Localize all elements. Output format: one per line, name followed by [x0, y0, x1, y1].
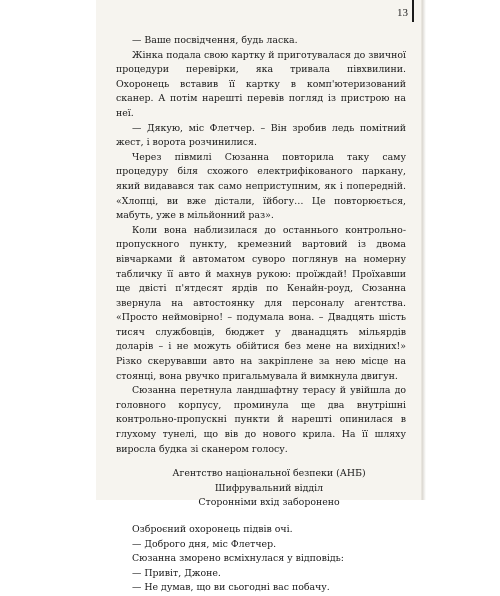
paragraph: Сюзанна зморено всміхнулася у відповідь: [132, 553, 344, 565]
page-number: 13 [397, 7, 408, 19]
page-header [397, 4, 414, 22]
sign-text [116, 467, 406, 511]
paragraph: Жінка подала свою картку й приготувалася до звичної процедури перевірки, яка тривала півхвилини. Охоронець вставив її картку в комп'ютеризований сканер. А потім нарешті перевів погляд із пристрою на неї. [116, 49, 406, 119]
paragraph: Коли вона наблизилася до останнього контрольно-пропускного пункту, кремезний вартовий із двома вівчарками й автоматом суворо поглянув на номерну табличку її авто й махнув рукою: проїждай! Проїхавши ще двісті п'ятдесят ярдів по Кенайн-роуд, Сюзанна звернула на автостоянку для персоналу агентства. «Просто неймовірно! – подумала вона. – Двадцять шість тисяч службовців, бюджет у дванадцять мільярдів доларів – і не можуть обійтися без мене на вихідних!» Різко скерувавши авто на закріплене за нею місце на стоянці, вона рвучко пригальмувала й вимкнула двигун. [116, 224, 406, 382]
paragraph: Сюзанна перетнула ландшафтну терасу й увійшла до головного корпусу, проминула ще два внутрішні контрольно-пропускні пункти й нарешті опинилася в глухому тунелі, що вів до нового крила. На її шляху виросла будка зі сканером голосу. [116, 385, 406, 455]
paragraph: — Дякую, міс Флетчер. – Він зробив ледь помітний жест, і ворота розчинилися. [116, 122, 406, 149]
sign-line-division: Шифрувальний відділ [214, 482, 324, 494]
paragraph: Озброєний охоронець підвів очі. [132, 524, 293, 535]
page-edge-shadow [422, 0, 426, 500]
paragraph: Через півмилі Сюзанна повторила таку саму процедуру біля схожого електрифікованого паркану, який видавався так само неприступним, як і попередній. «Хлопці, ви вже дістали, їйбогу… Це повторюється, мабуть, уже в мільйонний раз». [116, 151, 406, 222]
paragraph: — Ваше посвідчення, будь ласка. [132, 35, 298, 46]
dialog-line: — Привіт, Джоне. [132, 567, 221, 579]
sign-line-agency: Агентство національної безпеки (АНБ) [172, 468, 366, 480]
book-page [96, 0, 422, 594]
dialog-line: — Доброго дня, міс Флетчер. [132, 538, 277, 550]
page-header-rule [412, 0, 414, 22]
sign-line-warning: Сторонніми вхід заборонено [198, 497, 340, 509]
body-text [116, 34, 406, 596]
dialog-line: — Не думав, що ви сьогодні вас побачу. [132, 582, 330, 594]
